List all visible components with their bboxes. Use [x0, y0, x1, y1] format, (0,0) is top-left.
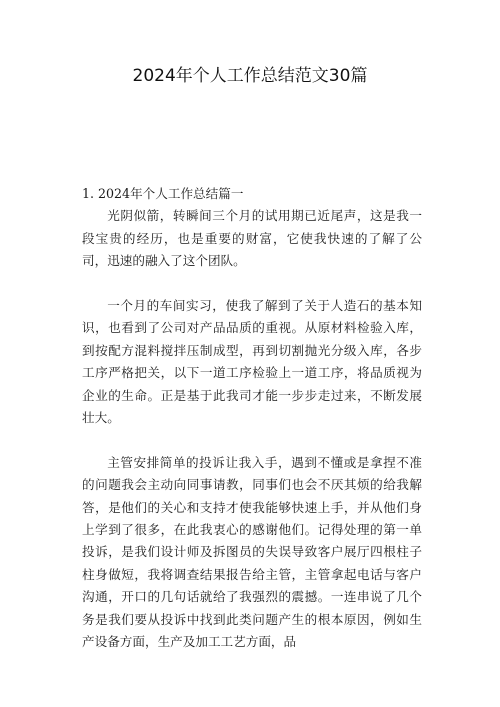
document-body	[82, 183, 422, 676]
section-heading: 1. 2024年个人工作总结篇一	[82, 186, 244, 201]
paragraph-2: 一个月的车间实习，使我了解到了关于人造石的基本知识，也看到了公司对产品品质的重视。从原材料检验入库，到按配方混料搅拌压制成型，再到切割抛光分级入库，各步工序严格把关，以下一道工序检验上一道工序，将品质视为企业的生命。正是基于此我司才能一步步走过来，不断发展壮大。	[82, 298, 422, 426]
document-title: 2024年个人工作总结范文30篇	[132, 66, 368, 86]
paragraph-3: 主管安排简单的投诉让我入手，遇到不懂或是拿捏不准的问题我会主动向同事请教，同事们也会不厌其烦的给我解答，是他们的关心和支持才使我能够快速上手，并从他们身上学到了很多，在此我衷心的感谢他们。记得处理的第一单投诉，是我们设计师及拆图员的失误导致客户展厅四根柱子柱身做短，我将调查结果报告给主管，主管拿起电话与客户沟通，开口的几句话就给了我强烈的震撼。一连串说了几个务是我们要从投诉中找到此类问题产生的根本原因，例如生产设备方面，生产及加工工艺方面，品	[82, 454, 422, 650]
paragraph-1: 光阴似箭，转瞬间三个月的试用期已近尾声，这是我一段宝贵的经历，也是重要的财富，它使我快速的了解了公司，迅速的融入了这个团队。	[82, 208, 422, 269]
